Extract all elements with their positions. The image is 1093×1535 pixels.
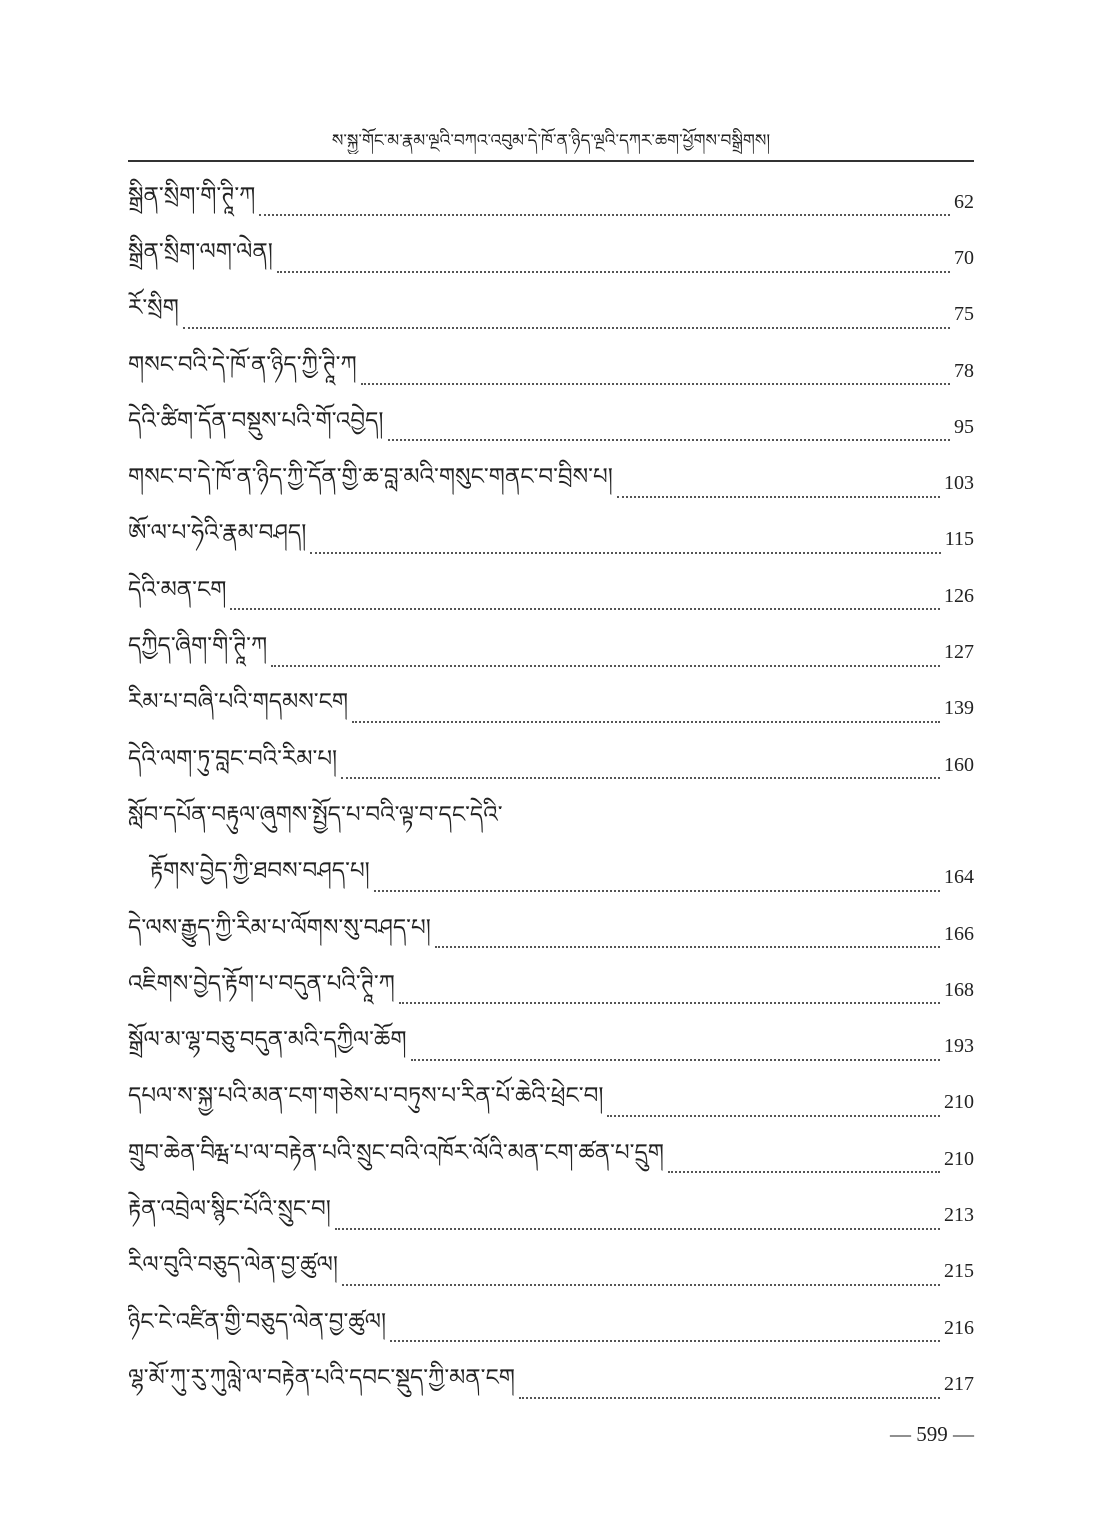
toc-entry-title: རིལ་བུའི་བཅུད་ལེན་བྱ་ཚུལ། <box>128 1252 338 1279</box>
toc-entry-page: 126 <box>944 584 974 607</box>
toc-entry-title: གསང་བའི་དེ་ཁོ་ན་ཉིད་ཀྱི་ཊཱི་ཀ <box>128 351 357 378</box>
toc-entry-title: སྒྲོལ་མ་ལྷ་བཅུ་བདུན་མའི་དཀྱིལ་ཆོག <box>128 1027 407 1054</box>
toc-entry-page: 70 <box>954 246 974 269</box>
dot-leader <box>277 255 950 273</box>
toc-entry <box>128 399 974 455</box>
toc-entry <box>128 512 974 568</box>
toc-entry-title: དེ་ལས་རྒྱུད་ཀྱི་རིམ་པ་ལོགས་སུ་བཤད་པ། <box>128 914 431 941</box>
toc-entry-page: 95 <box>954 415 974 438</box>
toc-entry <box>128 1244 974 1300</box>
dot-leader <box>435 930 940 948</box>
toc-entry-page: 164 <box>944 866 974 889</box>
toc-entry-title: རྟེན་འབྲེལ་སྙིང་པོའི་སྲུང་བ། <box>128 1196 331 1222</box>
page-number: — 599 — <box>890 1422 974 1446</box>
toc-entry-page: 215 <box>944 1260 974 1283</box>
toc-entry <box>128 1356 974 1412</box>
toc-entry-page: 139 <box>944 697 974 720</box>
toc-entry-title: ལྷ་མོ་ཀུ་རུ་ཀུལླེ་ལ་བརྟེན་པའི་དབང་སྡུད་ཀྱི་མན་ངག <box>128 1364 515 1391</box>
toc-entry-title: ཨོ་ལ་པ་ཧེའི་རྣམ་བཤད། <box>128 520 307 547</box>
dot-leader <box>617 480 940 498</box>
toc-entry <box>128 1018 974 1074</box>
dot-leader <box>352 705 940 723</box>
toc-entry-page: 213 <box>944 1203 974 1226</box>
toc-entry <box>128 343 974 399</box>
dot-leader <box>271 649 940 667</box>
toc-entry-page: 210 <box>944 1147 974 1170</box>
toc-entry-page: 75 <box>954 303 974 326</box>
toc-entry-title: རིམ་པ་བཞི་པའི་གདམས་ངག <box>128 689 349 716</box>
dot-leader <box>341 761 940 779</box>
toc-entry-title: སྒྲིན་སྲིག་ལག་ལེན། <box>128 238 273 265</box>
toc-entry-title: གྲུབ་ཆེན་བིརྺ་པ་ལ་བརྟེན་པའི་སྲུང་བའི་འཁོར་ལོའི་མན་ངག་ཚན་པ་དྲུག <box>128 1139 664 1166</box>
toc-entry-page: 166 <box>944 922 974 945</box>
toc-entry-title: རྟོགས་བྱེད་ཀྱི་ཐབས་བཤད་པ། <box>150 858 370 885</box>
toc-entry-title: དཀྱིད་ཞིག་གི་ཊཱི་ཀ <box>128 633 268 660</box>
dot-leader <box>335 1212 940 1230</box>
toc-entry-page: 115 <box>944 528 974 551</box>
toc-entry <box>128 1300 974 1356</box>
toc-entry <box>128 850 974 906</box>
toc-entry <box>128 1131 974 1187</box>
dot-leader <box>390 1324 940 1342</box>
dot-leader <box>310 536 940 554</box>
dot-leader <box>411 1043 940 1061</box>
toc-entry <box>128 793 974 849</box>
toc-entry <box>128 624 974 680</box>
toc-entry-title: འཇིགས་བྱེད་རྟོག་པ་བདུན་པའི་ཊཱི་ཀ <box>128 970 395 997</box>
toc-entry-title: གསང་བ་དེ་ཁོ་ན་ཉིད་ཀྱི་དོན་གྱི་ཆ་བླ་མའི་གསུང་གནང་བ་བྲིས་པ། <box>128 464 613 491</box>
toc-entry-page: 216 <box>944 1316 974 1339</box>
dot-leader <box>519 1381 940 1399</box>
toc-entry-title: དཔལ་ས་སྐྱ་པའི་མན་ངག་གཅེས་པ་བཏུས་པ་རིན་པོ་ཆེའི་ཕྲེང་བ། <box>128 1083 604 1110</box>
dot-leader <box>388 423 950 441</box>
dot-leader <box>230 592 940 610</box>
toc-entry-page: 62 <box>954 190 974 213</box>
toc-entry-page: 103 <box>944 472 974 495</box>
dot-leader <box>361 367 950 385</box>
toc-entry <box>128 1187 974 1243</box>
toc-entry <box>128 287 974 343</box>
toc-entry <box>128 455 974 511</box>
dot-leader <box>342 1268 940 1286</box>
toc-entry <box>128 230 974 286</box>
dot-leader <box>399 986 940 1004</box>
toc-entry-page: 78 <box>954 359 974 382</box>
dot-leader <box>668 1155 940 1173</box>
toc-entry-page: 160 <box>944 753 974 776</box>
toc-entry-title: ཉིང་ངེ་འཛིན་གྱི་བཅུད་ལེན་བྱ་ཚུལ། <box>128 1308 387 1335</box>
running-header: ས་སྐྱ་གོང་མ་རྣམ་ལྔའི་བཀའ་འབུམ་དེ་ཁོ་ན་ཉིད་ལྔའི་དཀར་ཆག་ཕྱོགས་བསྒྲིགས། <box>331 131 771 151</box>
toc-entry-page: 210 <box>944 1091 974 1114</box>
dot-leader <box>183 311 950 329</box>
toc-entry <box>128 174 974 230</box>
toc-entry <box>128 737 974 793</box>
toc-entry-title: དེའི་མན་ངག <box>128 576 227 603</box>
toc-entry <box>128 568 974 624</box>
dot-leader <box>259 198 950 216</box>
toc-entry <box>128 1075 974 1131</box>
toc-entry-title: དེའི་ཚིག་དོན་བསྡུས་པའི་གོ་འབྱེད། <box>128 407 384 434</box>
toc-entry <box>128 962 974 1018</box>
toc-entry-page: 168 <box>944 978 974 1001</box>
toc-entry <box>128 681 974 737</box>
dot-leader <box>374 874 940 892</box>
table-of-contents <box>128 174 974 1413</box>
toc-entry-page: 193 <box>944 1035 974 1058</box>
toc-entry-page: 127 <box>944 641 974 664</box>
toc-entry-page: 217 <box>944 1372 974 1395</box>
header-rule <box>128 160 974 162</box>
toc-entry-title: རོ་སྲིག <box>128 295 179 322</box>
toc-entry-title: སློབ་དཔོན་བརྟུལ་ཞུགས་སྤྱོད་པ་བའི་ལྟ་བ་དང་དེའི་ <box>128 801 503 828</box>
toc-entry-title: སྒྲིན་སྲིག་གི་ཊཱི་ཀ <box>128 182 256 209</box>
dot-leader <box>607 1099 940 1117</box>
toc-entry-title: དེའི་ལག་ཏུ་བླང་བའི་རིམ་པ། <box>128 745 338 772</box>
toc-entry <box>128 906 974 962</box>
